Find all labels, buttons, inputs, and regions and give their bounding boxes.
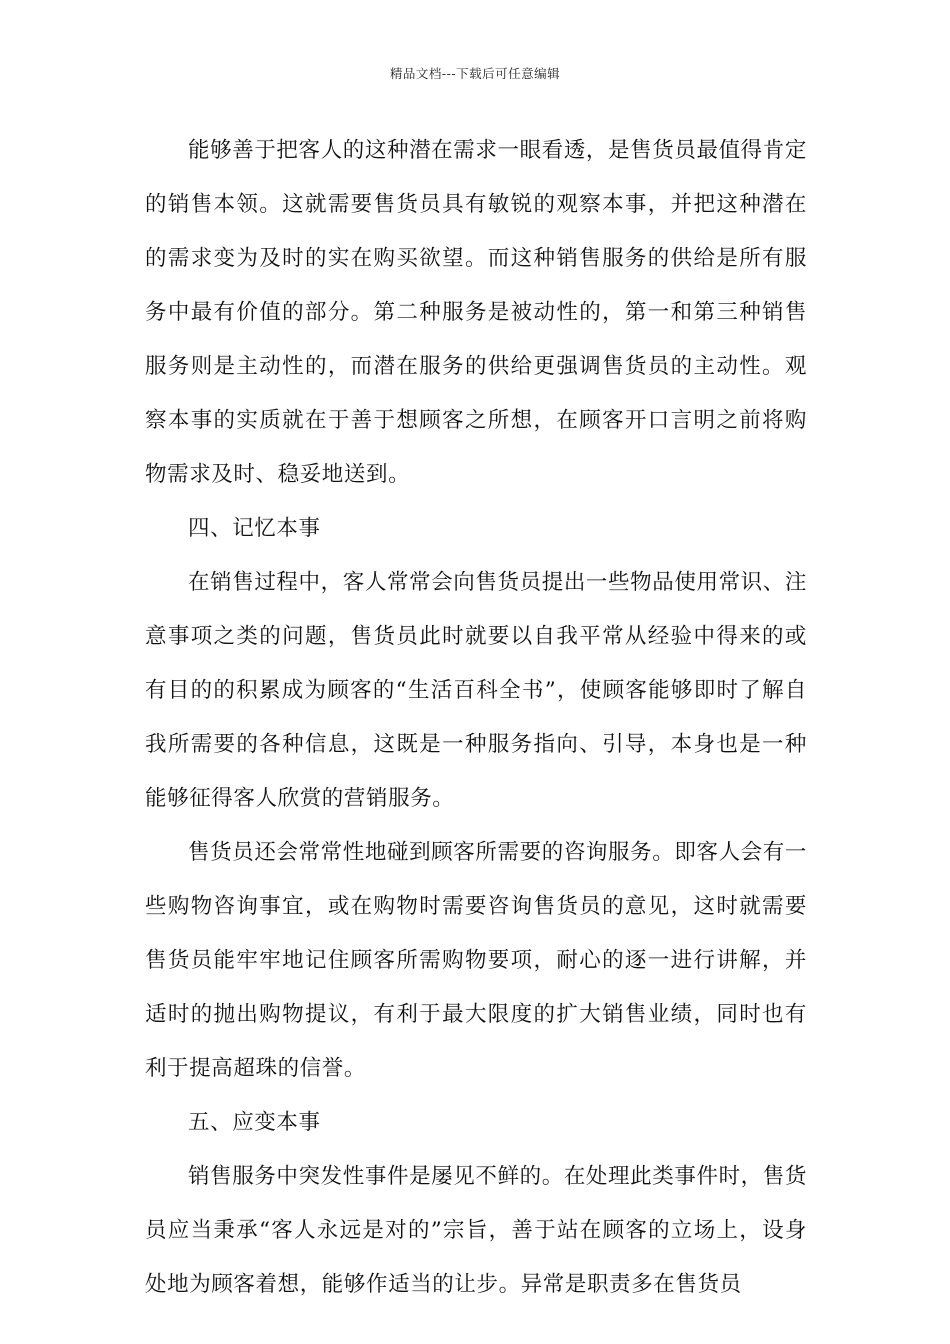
section-heading-memory: 四、记忆本事 [188,516,321,541]
paragraph-adaptability: 销售服务中突发性事件是屡见不鲜的。在处理此类事件时，售货员应当秉承“客人永远是对的”宗旨，善于站在顾客的立场上，设身处地为顾客着想，能够作适当的让步。异常是职责多在售货员 [145,1164,807,1297]
paragraph-memory-1: 在销售过程中，客人常常会向售货员提出一些物品使用常识、注意事项之类的问题，售货员此时就要以自我平常从经验中得来的或有目的的积累成为顾客的“生活百科全书”，使顾客能够即时了解自我所需要的各种信息，这既是一种服务指向、引导，本身也是一种能够征得客人欣赏的营销服务。 [145,570,807,811]
paragraph-observation: 能够善于把客人的这种潜在需求一眼看透，是售货员最值得肯定的销售本领。这就需要售货员具有敏锐的观察本事，并把这种潜在的需求变为及时的实在购买欲望。而这种销售服务的供给是所有服务中最有价值的部分。第二种服务是被动性的，第一和第三种销售服务则是主动性的，而潜在服务的供给更强调售货员的主动性。观察本事的实质就在于善于想顾客之所想，在顾客开口言明之前将购物需求及时、稳妥地送到。 [145,138,807,487]
page-header: 精品文档---下载后可任意编辑 [389,66,561,81]
document-body [145,124,807,1312]
paragraph-memory-2: 售货员还会常常性地碰到顾客所需要的咨询服务。即客人会有一些购物咨询事宜，或在购物时需要咨询售货员的意见，这时就需要售货员能牢牢地记住顾客所需购物要项，耐心的逐一进行讲解，并适时的抛出购物提议，有利于最大限度的扩大销售业绩，同时也有利于提高超珠的信誉。 [145,840,807,1081]
section-heading-adaptability: 五、应变本事 [188,1110,321,1135]
